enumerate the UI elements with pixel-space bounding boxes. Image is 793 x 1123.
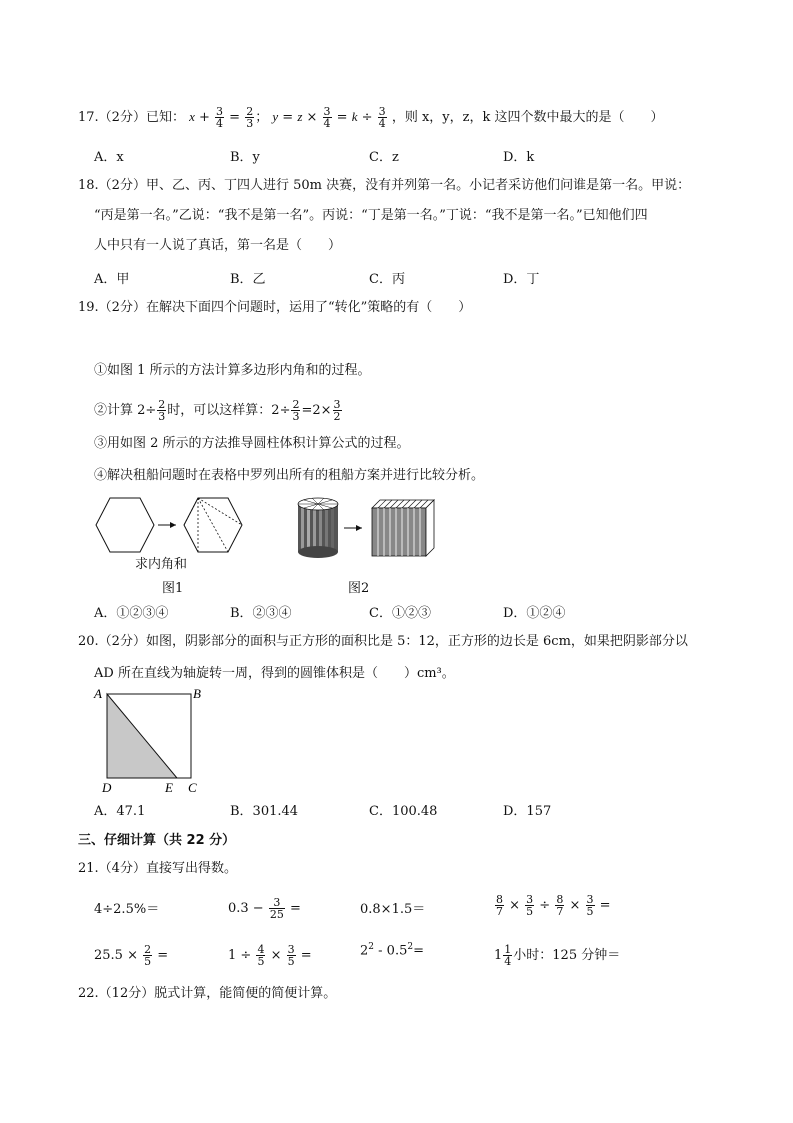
figure1-label: 图1 xyxy=(162,581,184,596)
q21-expr-2-post: = xyxy=(285,901,301,916)
q18-line2: “丙是第一名。”乙说：“我不是第一名”。丙说：“丁是第一名。”丁说：“我不是第一名。”已知他们四 xyxy=(94,208,648,223)
label-b: B xyxy=(193,686,201,701)
q21-expr-5: 25.5 × $\frac{2}{5}$ = xyxy=(94,943,169,968)
q21-expr-5-post: = xyxy=(153,948,169,963)
q19-item2-eq: =2× xyxy=(301,403,332,418)
q21-stem: 21.（4分）直接写出得数。 xyxy=(78,861,237,876)
q19-option-b: B．②③④ xyxy=(230,606,292,621)
q18-option-d: D．丁 xyxy=(503,272,540,287)
figure2-cylinder xyxy=(292,494,442,560)
q18-option-b: B．乙 xyxy=(230,272,266,287)
q19-item1: ①如图 1 所示的方法计算多边形内角和的过程。 xyxy=(94,363,371,378)
question-17: 17.（2分）已知： x + $\frac{3}{4}$ = $\frac{2}{3}$ ； y = z × $\frac{3}{4}$ = k ÷ $\frac{3}{4}$ ，则 x，y，z，k 这四个数中最大的是（ ） xyxy=(78,105,664,130)
q19-option-c: C．①②③ xyxy=(369,606,431,621)
q21-expr-7: $2^2 - 0.5^2=$ xyxy=(360,942,424,959)
q20-option-b: B．301.44 xyxy=(230,804,299,819)
figure1-caption: 求内角和 xyxy=(135,557,188,572)
figure2-label: 图2 xyxy=(348,581,370,596)
q22-stem: 22.（12分）脱式计算，能简便的简便计算。 xyxy=(78,986,337,1001)
q21-expr-6: 1 ÷ $\frac{4}{5}$ × $\frac{3}{5}$ = xyxy=(228,943,312,968)
q19-option-a: A．①②③④ xyxy=(94,606,169,621)
q19-item2: ②计算 2÷ $\frac{2}{3}$ 时，可以这样算：2÷ $\frac{2}{3}$ =2× $\frac{3}{2}$ xyxy=(94,398,341,423)
q19-item3: ③用如图 2 所示的方法推导圆柱体积计算公式的过程。 xyxy=(94,436,410,451)
q20-option-a: A．47.1 xyxy=(94,804,146,819)
q19-item2-mid: 时，可以这样算：2÷ xyxy=(167,403,291,418)
q17-head: 17.（2分）已知： xyxy=(78,110,185,125)
label-d: D xyxy=(102,780,112,795)
q21-expr-8: 1 $\frac{1}{4}$ 小时：125 分钟＝ xyxy=(494,943,621,968)
q21-expr-6-pre: 1 ÷ xyxy=(228,948,256,963)
figure1-hexagons xyxy=(92,492,252,558)
q19-stem: 19.（2分）在解决下面四个问题时，运用了“转化”策略的有（ ） xyxy=(78,300,472,315)
q19-item2-pre: ②计算 2÷ xyxy=(94,403,157,418)
q21-expr-8-post: 小时：125 分钟＝ xyxy=(513,948,621,963)
q21-expr-1: 4÷2.5%＝ xyxy=(94,902,160,917)
q20-option-c: C．100.48 xyxy=(369,804,438,819)
label-a: A xyxy=(94,686,102,701)
q17-option-d: D．k xyxy=(503,150,535,165)
label-e: E xyxy=(165,780,173,795)
q21-expr-2-pre: 0.3 − xyxy=(228,901,268,916)
q21-expr-4: $\frac{8}{7}$ × $\frac{3}{5}$ ÷ $\frac{8}{7}$ × $\frac{3}{5}$ = xyxy=(496,893,611,918)
q18-option-a: A．甲 xyxy=(94,272,130,287)
q21-expr-5-pre: 25.5 × xyxy=(94,948,143,963)
q21-expr-2: 0.3 − $\frac{3}{25}$ = xyxy=(228,896,301,921)
q17-option-b: B．y xyxy=(230,150,260,165)
q19-item4: ④解决租船问题时在表格中罗列出所有的租船方案并进行比较分析。 xyxy=(94,468,485,483)
q18-line3: 人中只有一人说了真话，第一名是（ ） xyxy=(94,238,342,253)
q17-option-c: C．z xyxy=(369,150,399,165)
q18-line1: 18.（2分）甲、乙、丙、丁四人进行 50m 决赛，没有并列第一名。小记者采访他们问谁是第一名。甲说： xyxy=(78,178,691,193)
label-c: C xyxy=(188,780,197,795)
q17-option-a: A．x xyxy=(94,150,124,165)
q19-option-d: D．①②④ xyxy=(503,606,566,621)
q18-option-c: C．丙 xyxy=(369,272,405,287)
q17-tail: ，则 x，y，z，k 这四个数中最大的是（ ） xyxy=(391,110,664,125)
figure-square-triangle xyxy=(90,684,210,796)
q21-expr-3: 0.8×1.5＝ xyxy=(360,902,426,917)
q20-option-d: D．157 xyxy=(503,804,552,819)
section-3-title: 三、仔细计算（共 22 分） xyxy=(78,833,236,848)
q20-line2: AD 所在直线为轴旋转一周，得到的圆锥体积是（ ）cm³。 xyxy=(94,666,455,681)
q20-line1: 20.（2分）如图，阴影部分的面积与正方形的面积比是 5：12，正方形的边长是 6cm，如果把阴影部分以 xyxy=(78,634,688,649)
